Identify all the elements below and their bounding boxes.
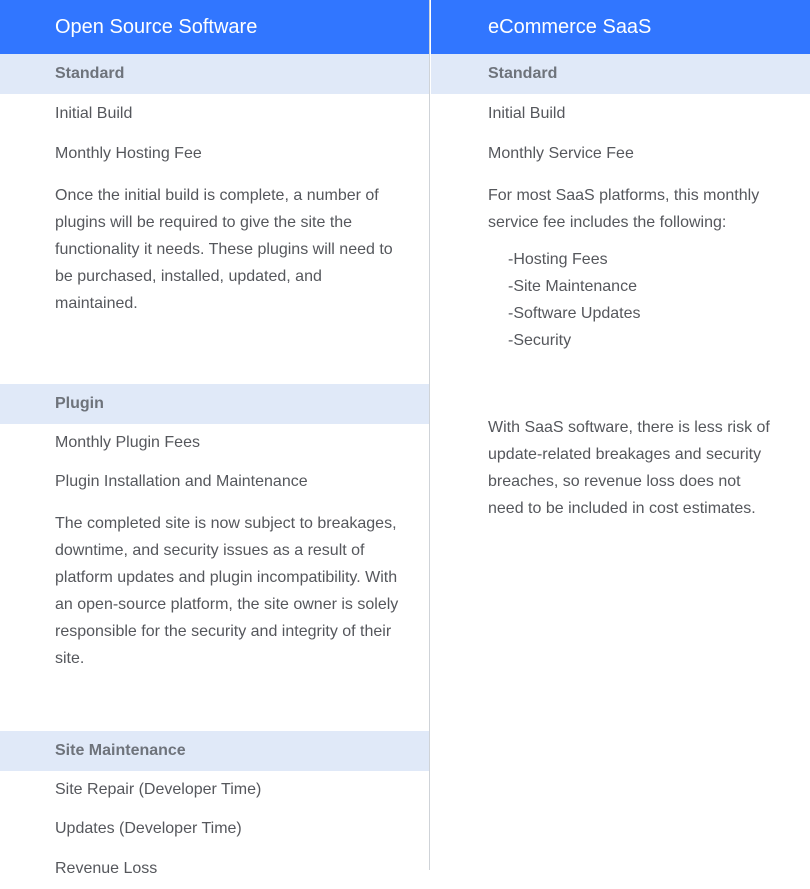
cost-item: Initial Build	[488, 105, 566, 122]
cost-item: Monthly Hosting Fee	[55, 145, 202, 162]
section-label-standard: Standard	[0, 54, 429, 94]
cost-item: Initial Build	[55, 105, 133, 122]
section-note: For most SaaS platforms, this monthly service fee includes the following:	[488, 187, 760, 231]
column-header: eCommerce SaaS	[431, 0, 810, 54]
section-note: With SaaS software, there is less risk of update-related breakages and security breaches, so revenue loss does not need to be included in cost estimates.	[488, 419, 770, 517]
included-list	[431, 246, 810, 354]
list-item: -Hosting Fees	[508, 251, 608, 268]
cost-item: Updates (Developer Time)	[55, 820, 242, 837]
list-item: -Software Updates	[508, 305, 641, 322]
section-note: The completed site is now subject to breakages, downtime, and security issues as a result of platform updates and plugin incompatibility. With an open-source platform, the site owner is solely responsible for the security and integrity of their site.	[55, 515, 399, 667]
section-label-standard: Standard	[431, 54, 810, 94]
section-note: Once the initial build is complete, a number of plugins will be required to give the site the functionality it needs. These plugins will need to be purchased, installed, updated, and maintained.	[55, 187, 393, 312]
section-label-plugin: Plugin	[0, 384, 429, 424]
list-item: -Security	[508, 332, 572, 349]
cost-item: Site Repair (Developer Time)	[55, 781, 262, 798]
cost-item: Plugin Installation and Maintenance	[55, 473, 308, 490]
cost-item: Monthly Service Fee	[488, 145, 634, 162]
cost-item: Monthly Plugin Fees	[55, 434, 200, 451]
cost-item: Revenue Loss	[55, 860, 158, 877]
list-item: -Site Maintenance	[508, 278, 637, 295]
saas-column	[431, 0, 810, 870]
section-label-site-maintenance: Site Maintenance	[0, 731, 429, 771]
column-header: Open Source Software	[0, 0, 429, 54]
